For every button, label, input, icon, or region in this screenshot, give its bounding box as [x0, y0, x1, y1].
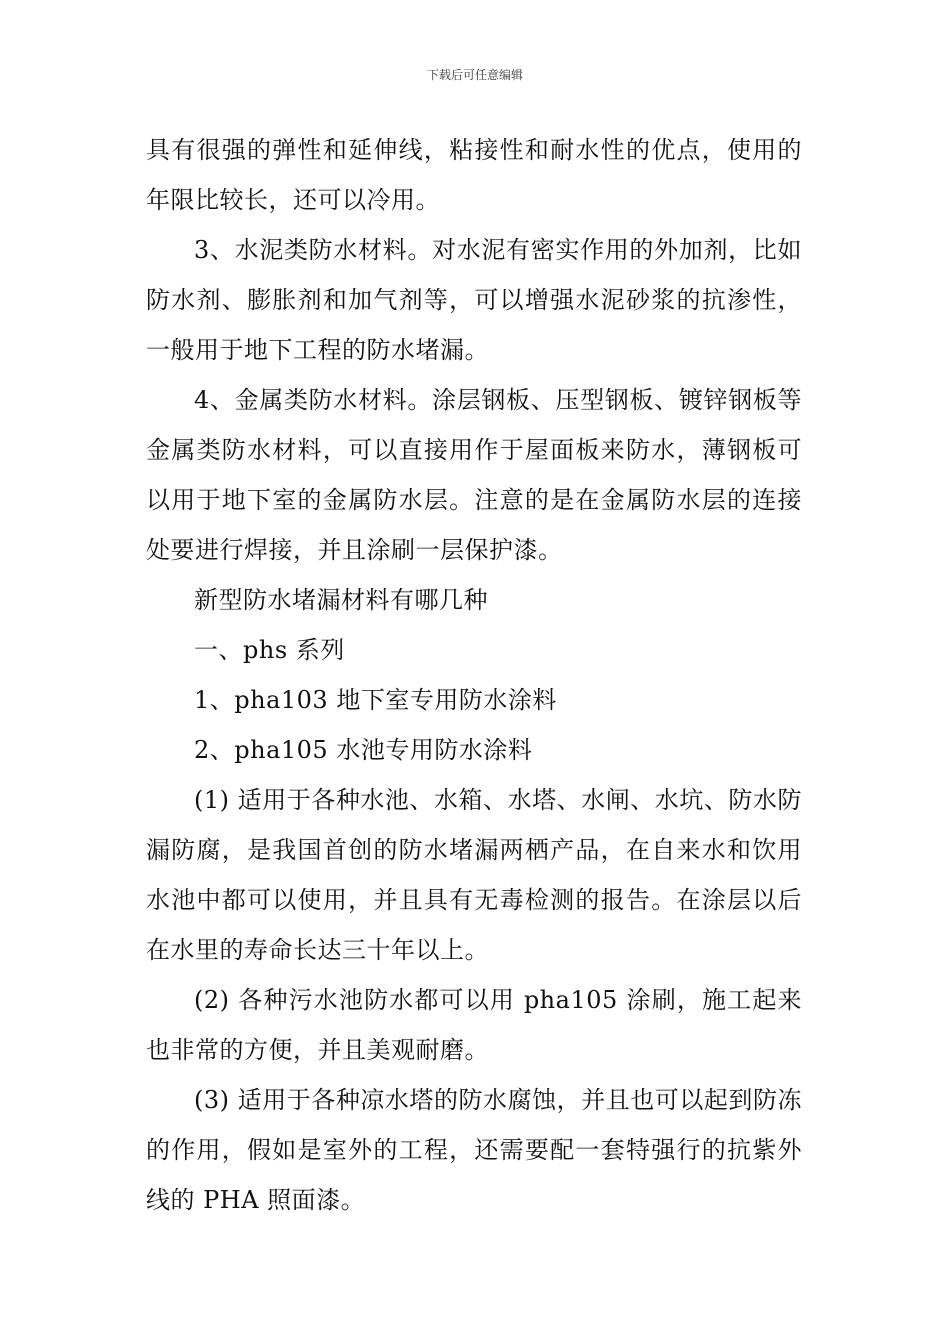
document-body [146, 125, 802, 1225]
paragraph-continuation: 具有很强的弹性和延伸线，粘接性和耐水性的优点，使用的年限比较长，还可以冷用。 [146, 136, 802, 214]
paragraph-item-3: (3) 适用于各种凉水塔的防水腐蚀，并且也可以起到防冻的作用，假如是室外的工程，还需要配一套特强行的抗紫外线的 PHA 照面漆。 [146, 1086, 802, 1214]
section-heading: 新型防水堵漏材料有哪几种 [194, 586, 488, 614]
list-item-pha103: 1、pha103 地下室专用防水涂料 [194, 686, 557, 714]
paragraph-item-2: (2) 各种污水池防水都可以用 pha105 涂刷，施工起来也非常的方便，并且美观耐磨。 [146, 986, 802, 1064]
page-header: 下载后可任意编辑 [426, 68, 523, 82]
subheading-phs-series: 一、phs 系列 [194, 636, 345, 664]
paragraph-item-1: (1) 适用于各种水池、水箱、水塔、水闸、水坑、防水防漏防腐，是我国首创的防水堵漏两栖产品，在自来水和饮用水池中都可以使用，并且具有无毒检测的报告。在涂层以后在水里的寿命长达三十年以上。 [146, 786, 802, 964]
list-item-pha105: 2、pha105 水池专用防水涂料 [194, 736, 533, 764]
paragraph-cement-materials: 3、水泥类防水材料。对水泥有密实作用的外加剂，比如防水剂、膨胀剂和加气剂等，可以增强水泥砂浆的抗渗性，一般用于地下工程的防水堵漏。 [146, 236, 802, 364]
paragraph-metal-materials: 4、金属类防水材料。涂层钢板、压型钢板、镀锌钢板等金属类防水材料，可以直接用作于屋面板来防水，薄钢板可以用于地下室的金属防水层。注意的是在金属防水层的连接处要进行焊接，并且涂刷一层保护漆。 [146, 386, 802, 564]
